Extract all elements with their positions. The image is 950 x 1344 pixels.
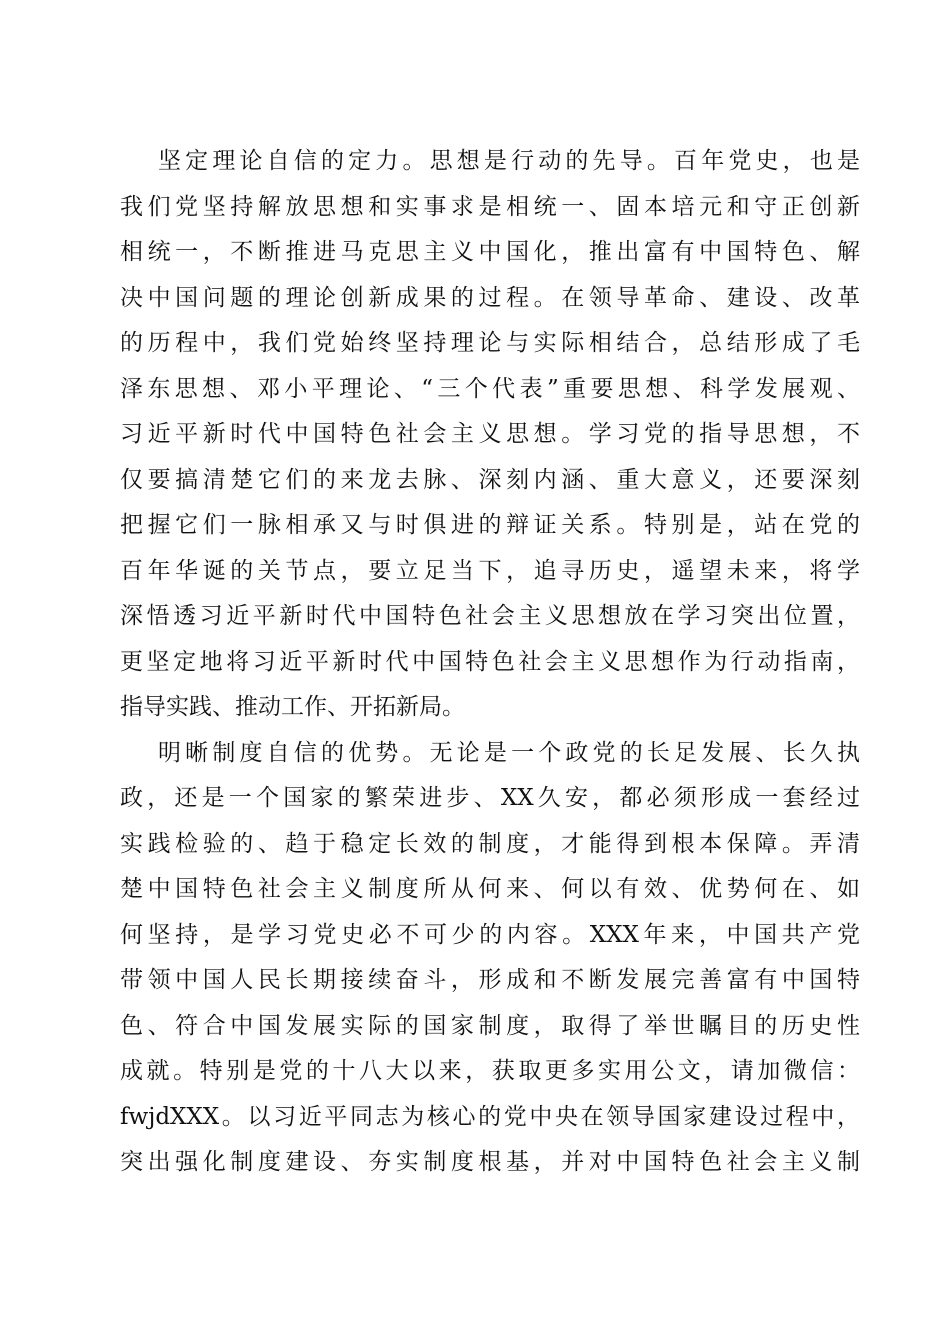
paragraph-line: 指导实践、推动工作、开拓新局。	[120, 694, 465, 720]
paragraph-line: 色、符合中国发展实际的国家制度，取得了举世瞩目的历史性	[120, 1012, 860, 1039]
paragraph-line: 仅要搞清楚它们的来龙去脉、深刻内涵、重大意义，还要深刻	[120, 466, 860, 493]
paragraph-line: 明晰制度自信的优势。无论是一个政党的长足发展、长久执	[158, 739, 860, 766]
paragraph-line: 更坚定地将习近平新时代中国特色社会主义思想作为行动指南，	[120, 648, 860, 675]
paragraph-line: 相统一，不断推进马克思主义中国化，推出富有中国特色、解	[120, 239, 860, 265]
paragraph-system-confidence	[120, 731, 860, 1186]
paragraph-line: 政，还是一个国家的繁荣进步、XX久安，都必须形成一套经过	[120, 785, 860, 811]
paragraph-line: 泽东思想、邓小平理论、“三个代表”重要思想、科学发展观、	[120, 375, 860, 402]
paragraph-line: 坚定理论自信的定力。思想是行动的先导。百年党史，也是	[158, 148, 860, 174]
paragraph-line: 百年华诞的关节点，要立足当下，追寻历史，遥望未来，将学	[120, 557, 860, 584]
paragraph-line: 突出强化制度建设、夯实制度根基，并对中国特色社会主义制	[120, 1149, 860, 1175]
paragraph-line: 深悟透习近平新时代中国特色社会主义思想放在学习突出位置，	[120, 603, 860, 629]
paragraph-line: 决中国问题的理论创新成果的过程。在领导革命、建设、改革	[120, 284, 860, 311]
paragraph-line: 楚中国特色社会主义制度所从何来、何以有效、优势何在、如	[120, 876, 860, 902]
paragraph-line: 习近平新时代中国特色社会主义思想。学习党的指导思想，不	[120, 421, 860, 447]
paragraph-theory-confidence	[120, 139, 860, 731]
document-body	[120, 139, 860, 1186]
paragraph-line: 实践检验的、趋于稳定长效的制度，才能得到根本保障。弄清	[120, 830, 860, 857]
paragraph-line: 的历程中，我们党始终坚持理论与实际相结合，总结形成了毛	[120, 330, 860, 356]
paragraph-line: 我们党坚持解放思想和实事求是相统一、固本培元和守正创新	[120, 193, 860, 220]
paragraph-line: 带领中国人民长期接续奋斗，形成和不断发展完善富有中国特	[120, 967, 860, 993]
paragraph-line: 把握它们一脉相承又与时俱进的辩证关系。特别是，站在党的	[120, 512, 860, 538]
paragraph-line: 何坚持，是学习党史必不可少的内容。XXX年来，中国共产党	[120, 921, 860, 948]
paragraph-line: fwjdXXX。以习近平同志为核心的党中央在领导国家建设过程中，	[120, 1103, 860, 1130]
paragraph-line: 成就。特别是党的十八大以来，获取更多实用公文，请加微信：	[120, 1058, 860, 1084]
